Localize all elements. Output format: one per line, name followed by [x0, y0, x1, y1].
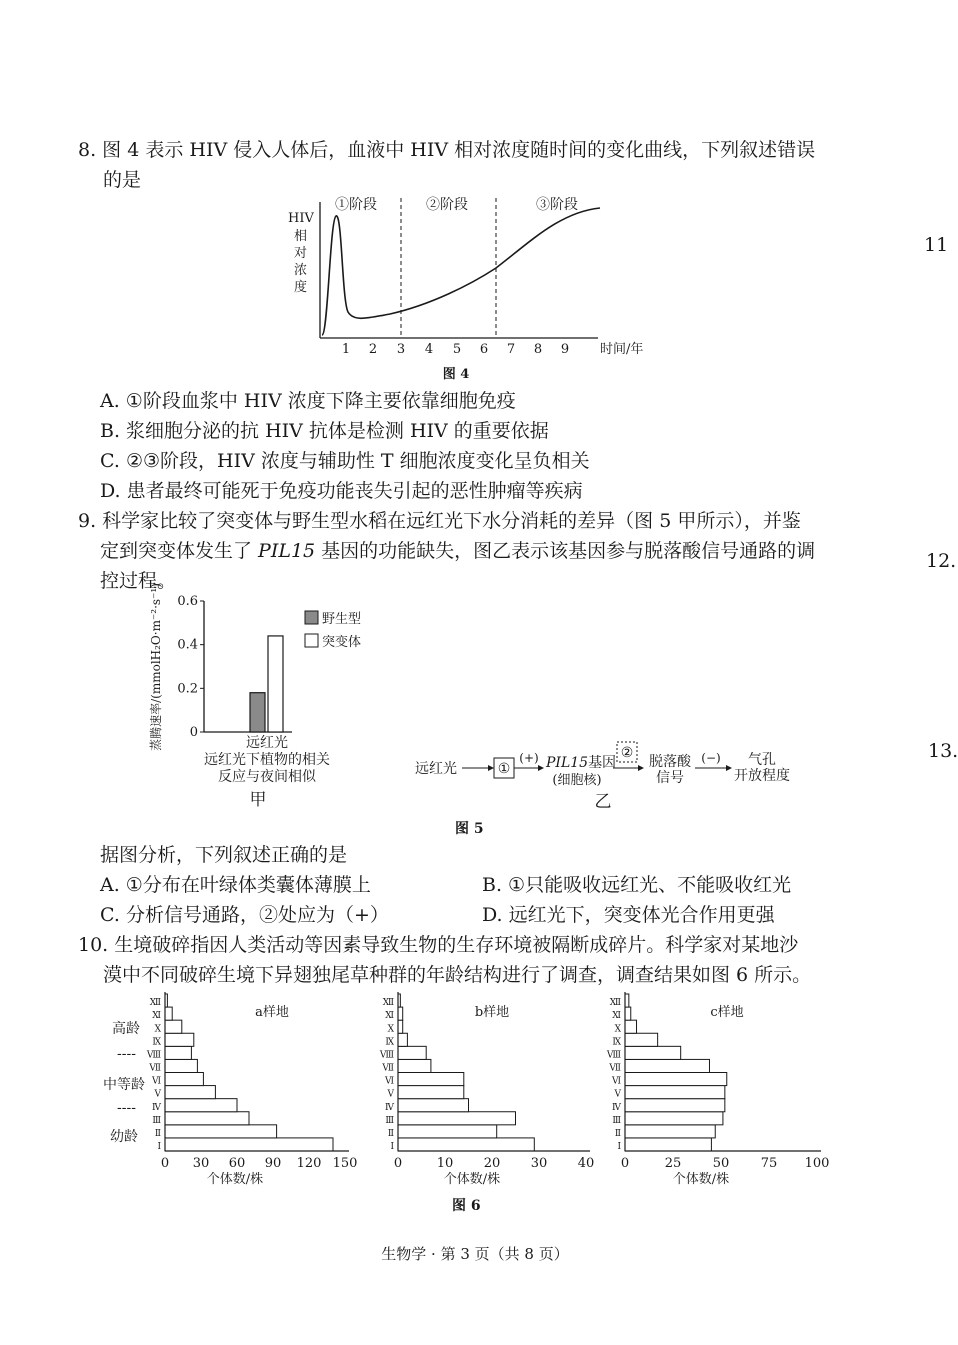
x-tick: 8 — [533, 342, 543, 357]
figure-5-jia — [140, 583, 390, 815]
age-bar — [398, 1099, 469, 1112]
age-bar — [165, 1020, 182, 1033]
age-bar — [625, 1033, 658, 1046]
figure-5-caption: 图 5 — [455, 821, 484, 837]
age-class-label: Ⅹ — [614, 1024, 621, 1035]
side-number: 11 — [924, 234, 949, 256]
legend-swatch-wild — [305, 611, 318, 624]
age-bar — [165, 1112, 249, 1125]
side-number: 12. — [926, 550, 957, 572]
age-class-label: Ⅱ — [154, 1128, 161, 1139]
x-tick-label: 40 — [577, 1156, 595, 1171]
age-class-label: Ⅱ — [387, 1128, 394, 1139]
age-class-label: Ⅳ — [612, 1102, 621, 1113]
x-tick-label: 90 — [264, 1156, 282, 1171]
age-bar — [398, 1112, 516, 1125]
x-tick-label: 75 — [760, 1156, 778, 1171]
x-tick: 7 — [506, 342, 516, 357]
q8-stem-line2: 的是 — [103, 169, 142, 191]
q9-prompt: 据图分析，下列叙述正确的是 — [100, 844, 348, 866]
x-axis-label: 个体数/株 — [443, 1172, 501, 1187]
arrowhead — [538, 765, 544, 771]
age-bar — [625, 1099, 725, 1112]
age-bar — [165, 1086, 215, 1099]
panel-title: c样地 — [710, 1005, 744, 1020]
x-tick: 1 — [341, 342, 351, 357]
q9-stem-text: 基因的功能缺失，图乙表示该基因参与脱落酸信号通路的调 — [315, 540, 816, 562]
q9-option-a: A. ①分布在叶绿体类囊体薄膜上 — [100, 874, 371, 896]
age-bar — [398, 1086, 464, 1099]
age-bar — [398, 1033, 407, 1046]
age-bar — [398, 1007, 403, 1020]
stage-label-3: ③阶段 — [536, 197, 578, 213]
x-tick-label: 50 — [712, 1156, 730, 1171]
q8-option-a: A. ①阶段血浆中 HIV 浓度下降主要依靠细胞免疫 — [100, 390, 516, 412]
panel-title: b样地 — [474, 1005, 510, 1020]
y-label-char: 对 — [294, 246, 308, 261]
gene-suffix: 基因 — [588, 755, 617, 771]
x-label: 时间/年 — [600, 342, 644, 357]
figure-6 — [0, 988, 950, 1213]
aba-line2: 信号 — [656, 770, 684, 786]
age-bar — [398, 1020, 403, 1033]
x-tick-label: 30 — [530, 1156, 548, 1171]
x-tick: 5 — [452, 342, 462, 357]
age-bar — [625, 1059, 709, 1072]
x-tick-label: 120 — [296, 1156, 322, 1171]
age-class-label: Ⅳ — [152, 1102, 161, 1113]
y-label-char: 相 — [294, 229, 308, 244]
age-class-label: Ⅱ — [614, 1128, 621, 1139]
age-class-label: Ⅷ — [146, 1050, 161, 1061]
age-bar — [165, 1059, 197, 1072]
pyramid-panel — [606, 992, 830, 1187]
step2-label: ② — [620, 745, 634, 761]
age-bar — [625, 1125, 715, 1138]
q9-stem-text: 定到突变体发生了 — [100, 540, 259, 562]
end-line2: 开放程度 — [734, 768, 790, 784]
age-class-label: Ⅶ — [609, 1063, 621, 1074]
q9-option-d: D. 远红光下，突变体光合作用更强 — [482, 904, 775, 926]
y-tick-label: 0.6 — [177, 594, 198, 609]
pyramid-panel — [379, 992, 594, 1187]
age-bar — [398, 1073, 464, 1086]
age-class-label: Ⅺ — [385, 1011, 394, 1022]
legend-swatch-mutant — [305, 634, 318, 647]
age-class-label: Ⅺ — [612, 1011, 621, 1022]
x-tick-label: 25 — [664, 1156, 682, 1171]
age-class-label: Ⅰ — [617, 1142, 621, 1152]
age-bar — [625, 1138, 711, 1151]
q9-stem-line1: 9. 科学家比较了突变体与野生型水稻在远红光下水分消耗的差异（图 5 甲所示），并鉴 — [78, 510, 801, 532]
age-class-label: Ⅳ — [385, 1102, 394, 1113]
aba-line1: 脱落酸 — [649, 754, 691, 770]
x-tick: 9 — [560, 342, 570, 357]
group-label-old: 高龄 — [112, 1021, 140, 1037]
panel-title: a样地 — [255, 1005, 289, 1020]
age-class-label: Ⅺ — [152, 1011, 161, 1022]
x-axis-label: 个体数/株 — [672, 1172, 730, 1187]
arrowhead — [726, 765, 732, 771]
legend-mutant: 突变体 — [322, 635, 362, 650]
q9-option-b: B. ①只能吸收远红光、不能吸收红光 — [482, 874, 792, 896]
age-bar — [165, 1007, 172, 1020]
arrowhead — [488, 765, 494, 771]
panel-label-jia: 甲 — [249, 790, 267, 810]
q10-stem-line1: 10. 生境破碎指因人类活动等因素导致生物的生存环境被隔断成碎片。科学家对某地沙 — [78, 934, 799, 956]
panel-label-yi: 乙 — [594, 792, 612, 812]
x-tick: 6 — [479, 342, 489, 357]
age-class-label: Ⅻ — [609, 998, 621, 1009]
y-tick-label: 0.2 — [177, 681, 198, 697]
age-bar — [165, 1046, 191, 1059]
age-bar — [625, 1007, 631, 1020]
x-tick-label: 150 — [332, 1156, 358, 1171]
category-label: 远红光 — [246, 735, 288, 751]
age-class-label: Ⅶ — [149, 1063, 161, 1074]
x-tick-label: 0 — [620, 1156, 630, 1171]
q9-stem-line3: 控过程。 — [100, 570, 177, 592]
age-class-label: Ⅷ — [606, 1050, 621, 1061]
age-bar — [398, 1125, 497, 1138]
x-tick-label: 10 — [436, 1156, 454, 1171]
age-class-label: Ⅴ — [154, 1089, 161, 1100]
x-tick-label: 0 — [393, 1156, 403, 1171]
age-bar — [398, 1046, 426, 1059]
age-class-label: Ⅷ — [379, 1050, 394, 1061]
hiv-curve — [322, 208, 600, 335]
x-tick-label: 30 — [192, 1156, 210, 1171]
q10-stem-line2: 漠中不同破碎生境下异翅独尾草种群的年龄结构进行了调查，调查结果如图 6 所示。 — [103, 964, 812, 986]
age-class-label: Ⅲ — [612, 1115, 621, 1126]
x-tick-label: 60 — [228, 1156, 246, 1171]
age-class-label: Ⅹ — [154, 1024, 161, 1035]
age-bar — [625, 1073, 727, 1086]
end-line1: 气孔 — [748, 752, 776, 768]
age-bar — [625, 1046, 681, 1059]
q8-option-c: C. ②③阶段，HIV 浓度与辅助性 T 细胞浓度变化呈负相关 — [100, 450, 590, 472]
y-tick-label: 0 — [189, 725, 198, 740]
transpiration-bar-chart — [177, 594, 292, 740]
age-class-label: Ⅻ — [382, 998, 394, 1009]
age-bar — [165, 1125, 277, 1138]
flow-start: 远红光 — [415, 761, 457, 777]
age-class-label: Ⅰ — [390, 1142, 394, 1152]
figure-4 — [280, 190, 680, 390]
x-tick-label: 100 — [804, 1156, 830, 1171]
step1-label: ① — [497, 761, 511, 777]
age-bar — [165, 1099, 237, 1112]
pyramid-panel — [146, 992, 358, 1187]
age-class-label: Ⅵ — [151, 1076, 161, 1087]
group-divider: ---- — [117, 1100, 136, 1116]
age-class-label: Ⅲ — [152, 1115, 161, 1126]
age-bar — [398, 1138, 534, 1151]
age-class-label: Ⅸ — [612, 1037, 621, 1048]
y-label-char: 浓 — [294, 263, 308, 278]
age-class-label: Ⅶ — [382, 1063, 394, 1074]
chart-note-2: 反应与夜间相似 — [218, 769, 316, 785]
x-tick: 4 — [424, 342, 434, 357]
y-tick-label: 0.4 — [177, 637, 198, 653]
age-class-label: Ⅻ — [149, 998, 161, 1009]
stage-label-1: ①阶段 — [335, 197, 377, 213]
bar-wild-type — [250, 693, 265, 732]
legend-wild: 野生型 — [322, 612, 362, 627]
age-bar — [165, 1033, 194, 1046]
age-class-label: Ⅵ — [611, 1076, 621, 1087]
minus-sign: (−) — [701, 751, 721, 765]
age-bar — [625, 1020, 637, 1033]
x-tick: 2 — [368, 342, 378, 357]
arrowhead — [638, 765, 644, 771]
q9-option-c: C. 分析信号通路，②处应为（+） — [100, 904, 389, 926]
group-label-young: 幼龄 — [110, 1129, 138, 1145]
page-footer: 生物学 · 第 3 页（共 8 页） — [381, 1245, 569, 1263]
age-class-label: Ⅵ — [384, 1076, 394, 1087]
age-class-label: Ⅸ — [152, 1037, 161, 1048]
y-label-char: 度 — [294, 280, 308, 295]
age-bar — [398, 1059, 431, 1072]
group-label-middle: 中等龄 — [103, 1077, 145, 1093]
side-number: 13. — [928, 740, 958, 762]
q8-option-b: B. 浆细胞分泌的抗 HIV 抗体是检测 HIV 的重要依据 — [100, 420, 549, 442]
plus-sign: (+) — [519, 751, 539, 765]
x-tick: 3 — [396, 342, 406, 357]
age-class-label: Ⅹ — [387, 1024, 394, 1035]
figure-5-yi — [410, 740, 810, 815]
age-class-label: Ⅴ — [387, 1089, 394, 1100]
q8-stem-line1: 8. 图 4 表示 HIV 侵入人体后，血液中 HIV 相对浓度随时间的变化曲线，下列叙述错误 — [78, 139, 816, 161]
age-bar — [165, 1073, 203, 1086]
group-divider: ---- — [117, 1046, 136, 1062]
gene-sub: (细胞核) — [552, 773, 602, 788]
age-class-label: Ⅰ — [157, 1142, 161, 1152]
y-label-hiv: HIV — [288, 211, 314, 226]
age-class-label: Ⅴ — [614, 1089, 621, 1100]
x-tick-label: 0 — [160, 1156, 170, 1171]
chart-note-1: 远红光下植物的相关 — [204, 752, 330, 768]
stage-label-2: ②阶段 — [426, 197, 468, 213]
bar-mutant — [268, 636, 283, 732]
q9-stem-line2 — [100, 539, 815, 563]
gene-label — [545, 754, 616, 771]
age-class-label: Ⅲ — [385, 1115, 394, 1126]
age-class-label: Ⅸ — [385, 1037, 394, 1048]
age-bar — [625, 1086, 725, 1099]
x-axis-label: 个体数/株 — [206, 1172, 264, 1187]
y-label: 蒸腾速率/(mmolH₂O·m⁻²·s⁻¹) — [149, 583, 163, 751]
q8-option-d: D. 患者最终可能死于免疫功能丧失引起的恶性肿瘤等疾病 — [100, 480, 583, 502]
figure-6-caption: 图 6 — [452, 1198, 481, 1214]
gene-name: PIL15 — [258, 540, 316, 562]
age-bar — [165, 1138, 333, 1151]
gene-name: PIL15 — [546, 755, 589, 771]
x-tick-label: 20 — [483, 1156, 501, 1171]
figure-caption: 图 4 — [442, 367, 470, 382]
age-bar — [625, 1112, 723, 1125]
